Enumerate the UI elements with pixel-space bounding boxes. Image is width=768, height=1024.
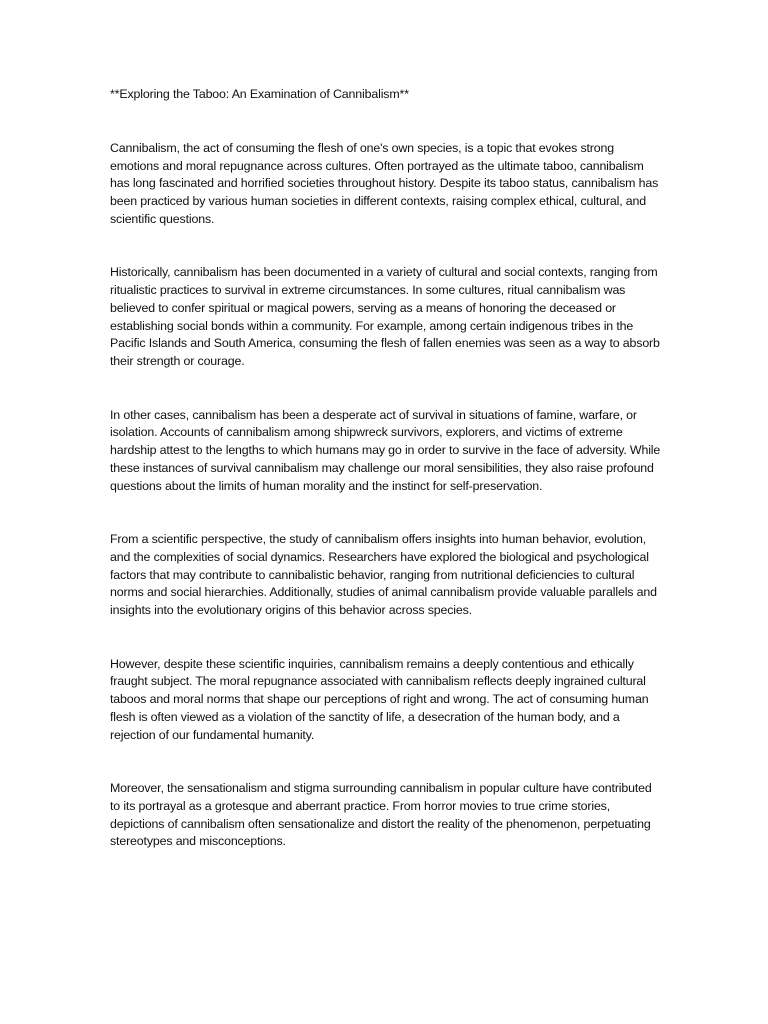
paragraph-popular-culture: Moreover, the sensationalism and stigma surrounding cannibalism in popular culture have contributed to its portrayal as a grotesque and aberrant practice. From horror movies to true crime stories, depictions of cannibalism often sensationalize and distort the reality of the phenomenon, perpetuating stereotypes and misconceptions. bbox=[110, 781, 652, 849]
paragraph-ethical: However, despite these scientific inquiries, cannibalism remains a deeply contentious and ethically fraught subject. The moral repugnance associated with cannibalism reflects deeply ingrained cultural taboos and moral norms that shape our perceptions of right and wrong. The act of consuming human flesh is often viewed as a violation of the sanctity of life, a desecration of the human body, and a rejection of our fundamental humanity. bbox=[110, 656, 649, 742]
document-body bbox=[110, 86, 662, 887]
paragraph-intro: Cannibalism, the act of consuming the flesh of one's own species, is a topic that evokes strong emotions and moral repugnance across cultures. Often portrayed as the ultimate taboo, cannibalism has long fascinated and horrified societies throughout history. Despite its taboo status, cannibalism has been practiced by various human societies in different contexts, raising complex ethical, cultural, and scientific questions. bbox=[110, 140, 659, 226]
paragraph-historical: Historically, cannibalism has been documented in a variety of cultural and social contexts, ranging from ritualistic practices to survival in extreme circumstances. In some cultures, ritual cannibalism was believed to confer spiritual or magical powers, serving as a means of honoring the deceased or establishing social bonds within a community. For example, among certain indigenous tribes in the Pacific Islands and South America, consuming the flesh of fallen enemies was seen as a way to absorb their strength or courage. bbox=[110, 265, 660, 369]
paragraph-scientific: From a scientific perspective, the study of cannibalism offers insights into human behavior, evolution, and the complexities of social dynamics. Researchers have explored the biological and psychological factors that may contribute to cannibalistic behavior, ranging from nutritional deficiencies to cultural norms and social hierarchies. Additionally, studies of animal cannibalism provide valuable parallels and insights into the evolutionary origins of this behavior across species. bbox=[110, 532, 657, 618]
paragraph-survival: In other cases, cannibalism has been a desperate act of survival in situations of famine, warfare, or isolation. Accounts of cannibalism among shipwreck survivors, explorers, and victims of extreme hardship attest to the lengths to which humans may go in order to survive in the face of adversity. While these instances of survival cannibalism may challenge our moral sensibilities, they also raise profound questions about the limits of human morality and the instinct for self-preservation. bbox=[110, 407, 661, 493]
document-title: **Exploring the Taboo: An Examination of Cannibalism** bbox=[110, 87, 409, 101]
